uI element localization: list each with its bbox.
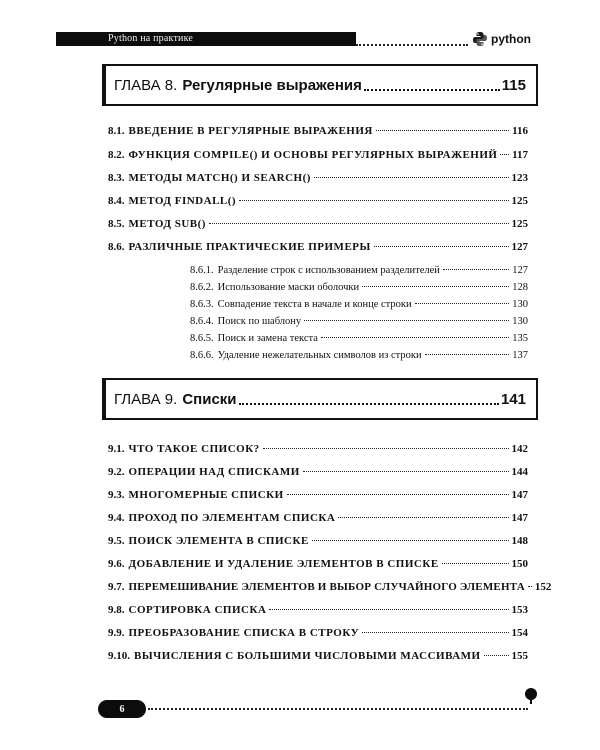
python-logo-icon (472, 31, 488, 47)
subsection-number: 8.6.3. (190, 299, 214, 310)
leader-dots (362, 286, 509, 287)
section-number: 9.6. (108, 558, 125, 570)
leader-dots (239, 200, 508, 201)
section-page: 116 (512, 125, 528, 137)
subsection-page: 130 (512, 299, 528, 310)
subsection-page: 137 (512, 350, 528, 361)
section-number: 9.3. (108, 489, 125, 501)
leader-dots (442, 563, 509, 564)
leader-dots (312, 540, 509, 541)
subsection-number: 8.6.6. (190, 350, 214, 361)
subsection-number: 8.6.5. (190, 333, 214, 344)
footer-ball-stem (530, 698, 532, 704)
toc-section-9-3[interactable] (108, 488, 528, 502)
section-page: 127 (511, 241, 528, 253)
leader-dots (362, 632, 508, 633)
toc-section-8-6[interactable] (108, 240, 528, 254)
chapter-heading-8[interactable] (102, 64, 538, 106)
toc-section-9-5[interactable] (108, 534, 528, 548)
subsection-number: 8.6.4. (190, 316, 214, 327)
section-number: 8.6. (108, 241, 125, 253)
section-page: 147 (511, 489, 528, 501)
section-page: 125 (511, 218, 528, 230)
leader-dots (209, 223, 509, 224)
section-page: 148 (511, 535, 528, 547)
section-page: 147 (511, 512, 528, 524)
chapter-heading-9[interactable] (102, 378, 538, 420)
toc-section-9-6[interactable] (108, 557, 528, 571)
toc-subsection-8-6-2[interactable] (190, 281, 528, 295)
section-number: 9.7. (108, 581, 125, 593)
leader-dots (376, 130, 509, 131)
section-page: 117 (512, 149, 528, 161)
footer-dotted-line (148, 708, 528, 710)
subsection-number: 8.6.2. (190, 282, 214, 293)
toc-section-8-1[interactable] (108, 124, 528, 138)
toc-subsection-8-6-6[interactable] (190, 349, 528, 363)
toc-section-9-7[interactable] (108, 580, 552, 594)
section-title: ОПЕРАЦИИ НАД СПИСКАМИ (128, 466, 300, 478)
subsection-title: Использование маски оболочки (217, 282, 360, 293)
section-number: 8.4. (108, 195, 125, 207)
running-header-title: Python на практике (108, 33, 194, 44)
python-logo (472, 30, 531, 48)
leader-dots (269, 609, 508, 610)
leader-dots (443, 269, 509, 270)
subsection-title: Разделение строк с использованием разделителей (217, 265, 440, 276)
leader-dots (303, 471, 509, 472)
section-number: 9.10. (108, 650, 130, 662)
toc-subsection-8-6-3[interactable] (190, 298, 528, 312)
toc-subsection-8-6-5[interactable] (190, 332, 528, 346)
section-title: ПОИСК ЭЛЕМЕНТА В СПИСКЕ (128, 535, 309, 547)
toc-section-9-4[interactable] (108, 511, 528, 525)
subsection-page: 135 (512, 333, 528, 344)
section-page: 155 (511, 650, 528, 662)
subsection-page: 127 (512, 265, 528, 276)
toc-section-9-8[interactable] (108, 603, 528, 617)
subsection-page: 130 (512, 316, 528, 327)
leader-dots (304, 320, 509, 321)
toc-section-9-2[interactable] (108, 465, 528, 479)
toc-subsection-8-6-1[interactable] (190, 264, 528, 278)
section-page: 154 (511, 627, 528, 639)
section-title: ФУНКЦИЯ COMPILE() И ОСНОВЫ РЕГУЛЯРНЫХ ВЫРАЖЕНИЙ (128, 149, 498, 161)
leader-dots (415, 303, 510, 304)
section-number: 8.3. (108, 172, 125, 184)
toc-section-9-9[interactable] (108, 626, 528, 640)
section-page: 152 (534, 581, 552, 593)
leader-dots (374, 246, 509, 247)
page-number-badge (98, 700, 146, 718)
leader-dots (484, 655, 509, 656)
leader-dots (500, 154, 509, 155)
page-number: 6 (119, 703, 125, 715)
section-number: 8.5. (108, 218, 125, 230)
subsection-title: Поиск по шаблону (217, 316, 302, 327)
toc-section-8-3[interactable] (108, 171, 528, 185)
subsection-page: 128 (512, 282, 528, 293)
chapter-title: Регулярные выражения (182, 76, 362, 94)
toc-section-8-5[interactable] (108, 217, 528, 231)
leader-dots (263, 448, 509, 449)
chapter-prefix: ГЛАВА 8. (114, 76, 178, 94)
section-page: 125 (511, 195, 528, 207)
section-page: 123 (511, 172, 528, 184)
subsection-title: Поиск и замена текста (217, 333, 318, 344)
toc-section-9-1[interactable] (108, 442, 528, 456)
section-title: СОРТИРОВКА СПИСКА (128, 604, 267, 616)
section-title: МЕТОД FINDALL() (128, 195, 237, 207)
section-title: ВЫЧИСЛЕНИЯ С БОЛЬШИМИ ЧИСЛОВЫМИ МАССИВАМИ (134, 650, 481, 662)
header-dotted-line (356, 44, 468, 46)
section-title: РАЗЛИЧНЫЕ ПРАКТИЧЕСКИЕ ПРИМЕРЫ (128, 241, 371, 253)
section-title: ПРЕОБРАЗОВАНИЕ СПИСКА В СТРОКУ (128, 627, 360, 639)
section-title: ЧТО ТАКОЕ СПИСОК? (128, 443, 260, 455)
leader-dots (239, 403, 499, 405)
section-title: ПЕРЕМЕШИВАНИЕ ЭЛЕМЕНТОВ И ВЫБОР СЛУЧАЙНОГО ЭЛЕМЕНТА (128, 581, 525, 593)
section-number: 8.1. (108, 125, 125, 137)
running-header-bar (56, 32, 356, 46)
section-title: МЕТОДЫ MATCH() И SEARCH() (128, 172, 311, 184)
section-page: 144 (511, 466, 528, 478)
section-number: 9.1. (108, 443, 125, 455)
leader-dots (425, 354, 510, 355)
section-number: 9.5. (108, 535, 125, 547)
section-title: МНОГОМЕРНЫЕ СПИСКИ (128, 489, 284, 501)
leader-dots (321, 337, 509, 338)
section-title: МЕТОД SUB() (128, 218, 206, 230)
leader-dots (528, 586, 532, 587)
subsection-title: Удаление нежелательных символов из строки (217, 350, 422, 361)
section-number: 8.2. (108, 149, 125, 161)
chapter-page: 141 (500, 390, 526, 408)
section-number: 9.2. (108, 466, 125, 478)
section-page: 150 (511, 558, 528, 570)
section-page: 153 (511, 604, 528, 616)
section-title: ДОБАВЛЕНИЕ И УДАЛЕНИЕ ЭЛЕМЕНТОВ В СПИСКЕ (128, 558, 439, 570)
subsection-number: 8.6.1. (190, 265, 214, 276)
section-number: 9.9. (108, 627, 125, 639)
chapter-title: Списки (182, 390, 237, 408)
section-title: ВВЕДЕНИЕ В РЕГУЛЯРНЫЕ ВЫРАЖЕНИЯ (128, 125, 373, 137)
section-number: 9.4. (108, 512, 125, 524)
toc-subsection-8-6-4[interactable] (190, 315, 528, 329)
subsection-title: Совпадение текста в начале и конце строки (217, 299, 412, 310)
leader-dots (287, 494, 509, 495)
section-number: 9.8. (108, 604, 125, 616)
section-title: ПРОХОД ПО ЭЛЕМЕНТАМ СПИСКА (128, 512, 336, 524)
toc-section-8-2[interactable] (108, 148, 528, 162)
leader-dots (314, 177, 509, 178)
toc-section-9-10[interactable] (108, 649, 528, 663)
chapter-page: 115 (501, 76, 526, 94)
chapter-prefix: ГЛАВА 9. (114, 390, 178, 408)
section-page: 142 (511, 443, 528, 455)
leader-dots (364, 89, 500, 91)
toc-section-8-4[interactable] (108, 194, 528, 208)
logo-text: python (491, 32, 531, 46)
leader-dots (338, 517, 508, 518)
